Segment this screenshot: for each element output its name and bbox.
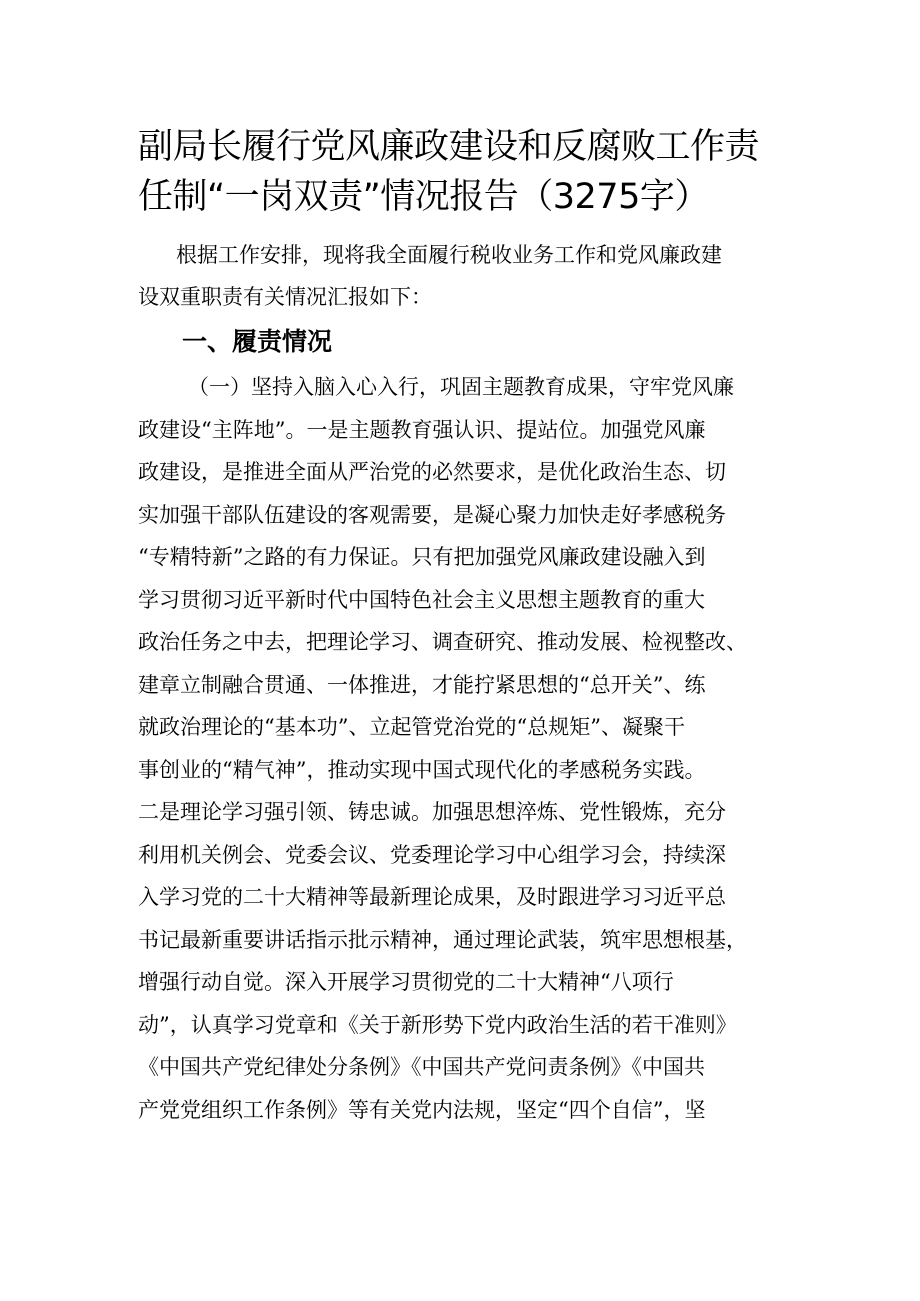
intro-line: 根据工作安排，现将我全面履行税收业务工作和党风廉政建 (176, 243, 722, 267)
document-title (138, 122, 818, 222)
body-line: 事创业的“精气神”，推动实现中国式现代化的孝感税务实践。 (138, 757, 706, 782)
body-line: 动”，认真学习党章和《关于新形势下党内政治生活的若干准则》 (138, 1012, 737, 1037)
body-line: 就政治理论的“基本功”、立起管党治党的“总规矩”、凝聚干 (138, 715, 685, 739)
body-line: 学习贯彻习近平新时代中国特色社会主义思想主题教育的重大 (138, 587, 705, 612)
body-line: 入学习党的二十大精神等最新理论成果，及时跟进学习习近平总 (138, 885, 726, 909)
body-line: 实加强干部队伍建设的客观需要，是凝心聚力加快走好孝感税务 (138, 502, 726, 527)
body-line: 政建设，是推进全面从严治党的必然要求，是优化政治生态、切 (138, 460, 726, 484)
body-line: 利用机关例会、党委会议、党委理论学习中心组学习会，持续深 (138, 842, 726, 867)
body-line: 增强行动自觉。深入开展学习贯彻党的二十大精神“八项行 (138, 970, 674, 994)
body-line: 政建设“主阵地”。一是主题教育强认识、提站位。加强党风廉 (138, 417, 706, 442)
body-line: 《中国共产党纪律处分条例》《中国共产党问责条例》《中国共 (138, 1055, 705, 1079)
title-line: 副局长履行党风廉政建设和反腐败工作责 (138, 127, 760, 167)
body-paragraph (138, 366, 788, 1131)
intro-paragraph (138, 234, 788, 318)
body-line: 书记最新重要讲话指示批示精神，通过理论武装，筑牢思想根基， (138, 927, 747, 952)
body-line: “专精特新”之路的有力保证。只有把加强党风廉政建设融入到 (138, 545, 706, 569)
intro-line: 设双重职责有关情况汇报如下： (138, 285, 432, 309)
body-line: 政治任务之中去，把理论学习、调查研究、推动发展、检视整改、 (138, 630, 747, 654)
section-heading: 一、履责情况 (182, 327, 333, 356)
body-line: 建章立制融合贯通、一体推进，才能拧紧思想的“总开关”、练 (138, 672, 706, 697)
title-line: 任制“一岗双责”情况报告（3275字） (138, 177, 709, 217)
body-line: （一）坚持入脑入心入行，巩固主题教育成果，守牢党风廉 (188, 375, 734, 399)
body-line: 产党党组织工作条例》等有关党内法规，坚定“四个自信”，坚 (138, 1097, 706, 1122)
body-line: 二是理论学习强引领、铸忠诚。加强思想淬炼、党性锻炼，充分 (138, 800, 726, 824)
